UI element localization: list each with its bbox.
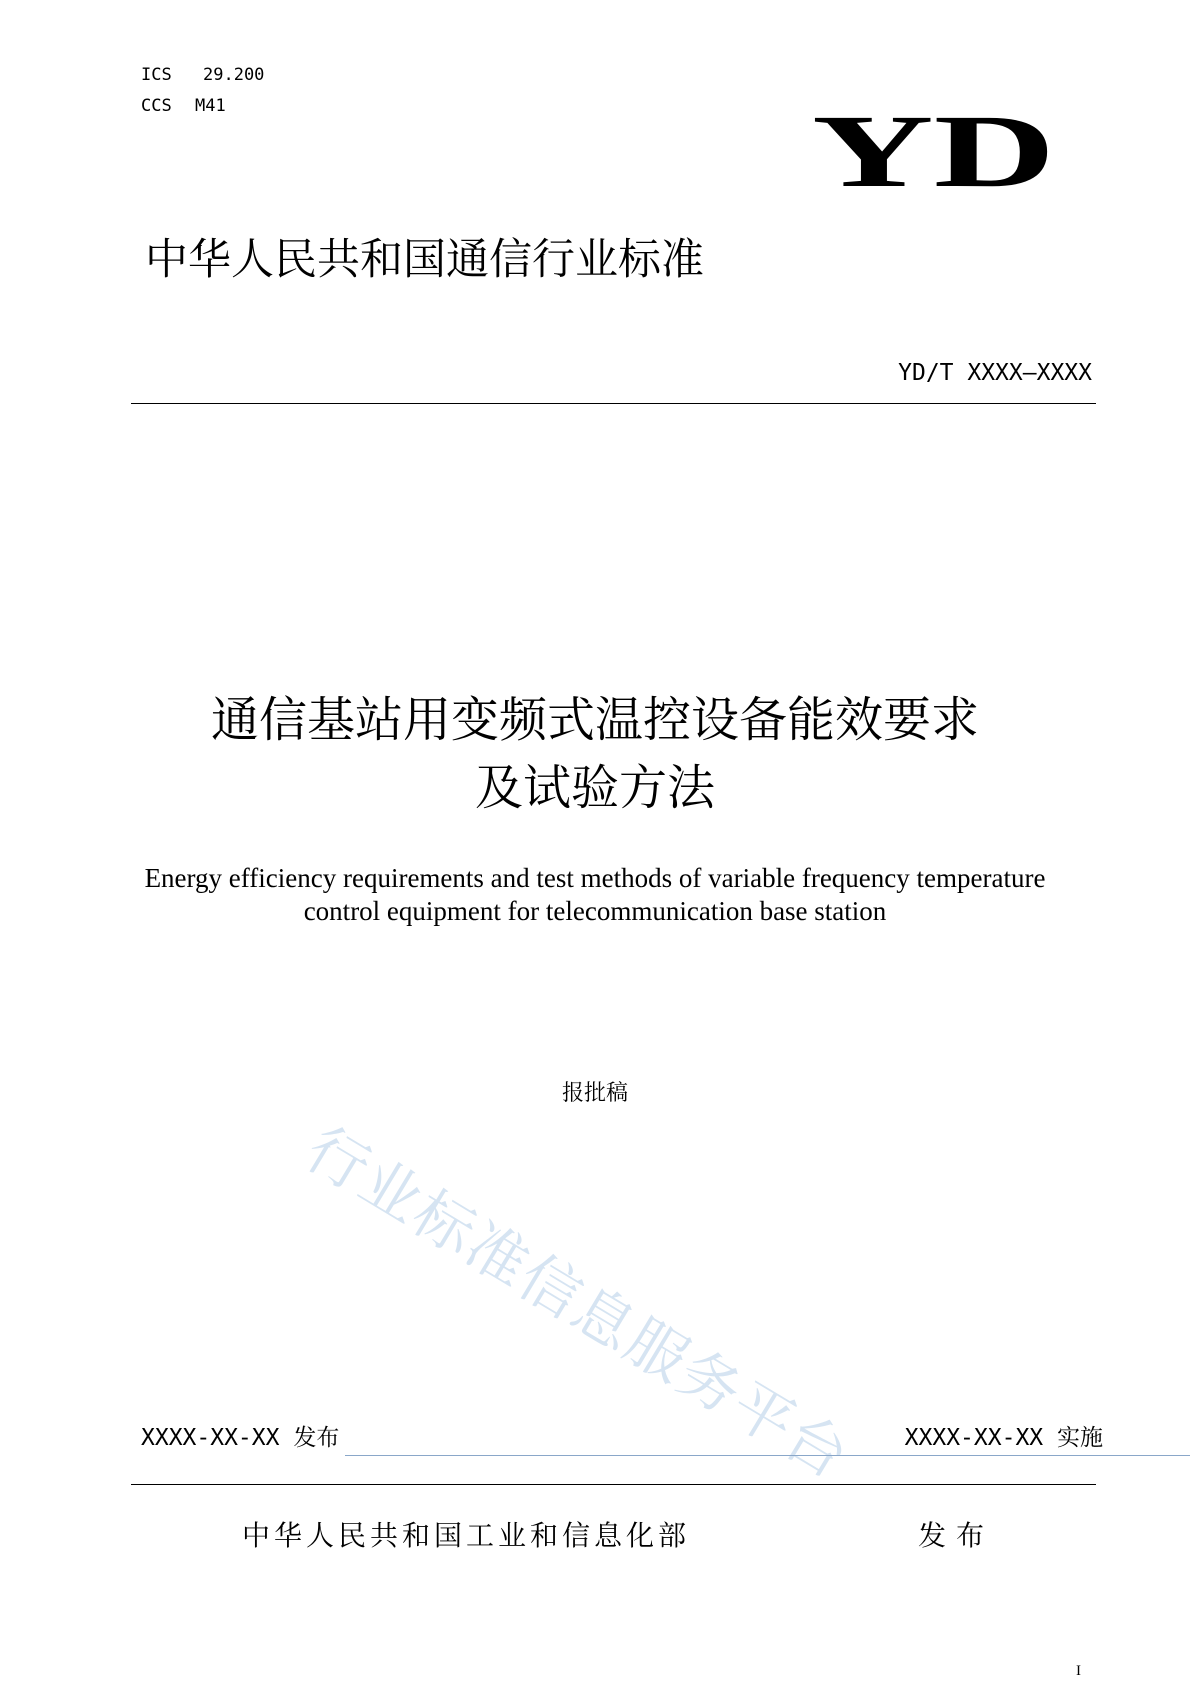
chinese-title-line-1: 通信基站用变频式温控设备能效要求 xyxy=(210,692,979,748)
english-title-line-2: control equipment for telecommunication base station xyxy=(303,896,887,926)
draft-status-label: 报批稿 xyxy=(561,1081,628,1106)
ccs-label: CCS xyxy=(141,96,172,116)
chinese-title xyxy=(0,686,1190,822)
english-title-line-1: Energy efficiency requirements and test methods of variable frequency temperature xyxy=(144,863,1046,893)
ics-row xyxy=(141,60,264,91)
english-title xyxy=(0,862,1190,928)
issue-label: 发布 xyxy=(918,1519,995,1552)
ccs-row xyxy=(141,91,264,122)
watermark: 行业标准信息服务平台 xyxy=(293,1113,862,1494)
ccs-value: M41 xyxy=(195,96,226,116)
standard-number: YD/T XXXX—XXXX xyxy=(898,360,1092,386)
top-divider xyxy=(131,403,1096,404)
standard-category-title: 中华人民共和国通信行业标准 xyxy=(145,235,704,285)
date-underline xyxy=(345,1455,1190,1456)
publish-date: XXXX-XX-XX 发布 xyxy=(141,1425,340,1451)
bottom-divider xyxy=(131,1484,1096,1485)
chinese-title-line-2: 及试验方法 xyxy=(474,760,715,816)
ics-label: ICS xyxy=(141,65,172,85)
ics-value: 29.200 xyxy=(203,65,265,85)
page-number: I xyxy=(1076,1663,1081,1679)
issuing-authority: 中华人民共和国工业和信息化部 xyxy=(242,1519,691,1552)
implement-date: XXXX-XX-XX 实施 xyxy=(904,1425,1103,1451)
yd-logo: YD xyxy=(812,94,1056,209)
classification-codes xyxy=(141,60,264,122)
